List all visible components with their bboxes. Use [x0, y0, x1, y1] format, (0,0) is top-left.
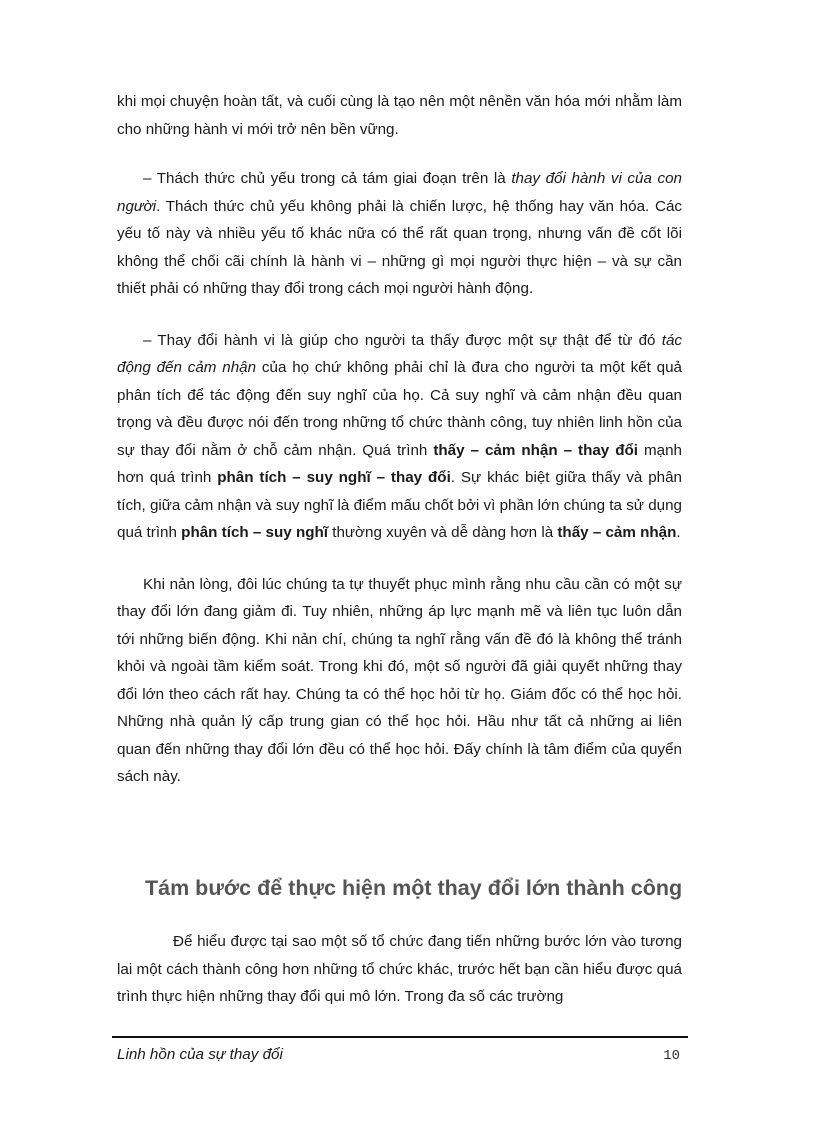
paragraph-challenge: – Thách thức chủ yếu trong cả tám giai đoạn trên là thay đổi hành vi của con người. Thách thức chủ yếu không phải là chiến lược, hệ thống hay văn hóa. Các yếu tố này và nhiều yếu tố khác nữa có thể rất quan trọng, nhưng vấn đề cốt lõi không thể chối cãi chính là hành vi – những gì mọi người thực hiện – và sự cần thiết phải có những thay đổi trong cách mọi người hành động. — [117, 170, 682, 297]
paragraph-discouragement: Khi nản lòng, đôi lúc chúng ta tự thuyết phục mình rằng nhu cầu cần có một sự thay đổi lớn đang giảm đi. Tuy nhiên, những áp lực mạnh mẽ và liên tục luôn dẫn tới những biến động. Khi nản chí, chúng ta nghĩ rằng vấn đề đó là không thể tránh khỏi và ngoài tầm kiểm soát. Trong khi đó, một số người đã giải quyết những thay đổi lớn theo cách rất hay. Chúng ta có thể học hỏi từ họ. Giám đốc có thể học hỏi. Những nhà quản lý cấp trung gian có thể học hỏi. Hầu như tất cả những ai liên quan đến những thay đổi lớn đều có thể học hỏi. Đấy chính là tâm điểm của quyển sách này. — [117, 575, 682, 785]
bold-analyze-think-change: phân tích – suy nghĩ – thay đổi — [217, 469, 451, 486]
footer-divider — [112, 1036, 688, 1038]
section-body — [117, 928, 682, 1011]
body-text — [117, 88, 682, 815]
section-paragraph: Để hiểu được tại sao một số tổ chức đang tiến những bước lớn vào tương lai một cách thành công hơn những tổ chức khác, trước hết bạn cần hiểu được quá trình thực hiện những thay đổi qui mô lớn. Trong đa số các trường — [117, 933, 682, 1005]
emphasis-feeling: tác động đến cảm nhận — [117, 331, 682, 376]
bold-see-feel-change: thấy – cảm nhận – thay đổi — [433, 441, 639, 459]
paragraph-continuation: khi mọi chuyện hoàn tất, và cuối cùng là tạo nên một nênền văn hóa mới nhằm làm cho những hành vi mới trở nên bền vững. — [117, 93, 682, 138]
bold-see-feel: thấy – cảm nhận — [557, 524, 677, 541]
section-heading: Tám bước để thực hiện một thay đổi lớn thành công — [145, 876, 683, 900]
paragraph-behavior: – Thay đổi hành vi là giúp cho người ta thấy được một sự thật để từ đó tác động đến cảm nhận của họ chứ không phải chỉ là đưa cho người ta một kết quả phân tích để tác động đến suy nghĩ của họ. Cả suy nghĩ và cảm nhận đều quan trọng và đều được nói đến trong những tổ chức thành công, tuy nhiên linh hồn của sự thay đổi nằm ở chỗ cảm nhận. Quá trình thấy – cảm nhận – thay đổi mạnh hơn quá trình phân tích – suy nghĩ – thay đổi. Sự khác biệt giữa thấy và phân tích, giữa cảm nhận và suy nghĩ là điểm mấu chốt bởi vì phần lớn chúng ta sử dụng quá trình phân tích – suy nghĩ thường xuyên và dễ dàng hơn là thấy – cảm nhận. — [117, 331, 683, 541]
bold-analyze-think: phân tích – suy nghĩ — [181, 524, 328, 541]
footer-book-title: Linh hồn của sự thay đổi — [117, 1046, 283, 1063]
page-number: 10 — [663, 1048, 680, 1064]
emphasis-behavior-change: thay đổi hành vi của con người — [117, 170, 682, 215]
